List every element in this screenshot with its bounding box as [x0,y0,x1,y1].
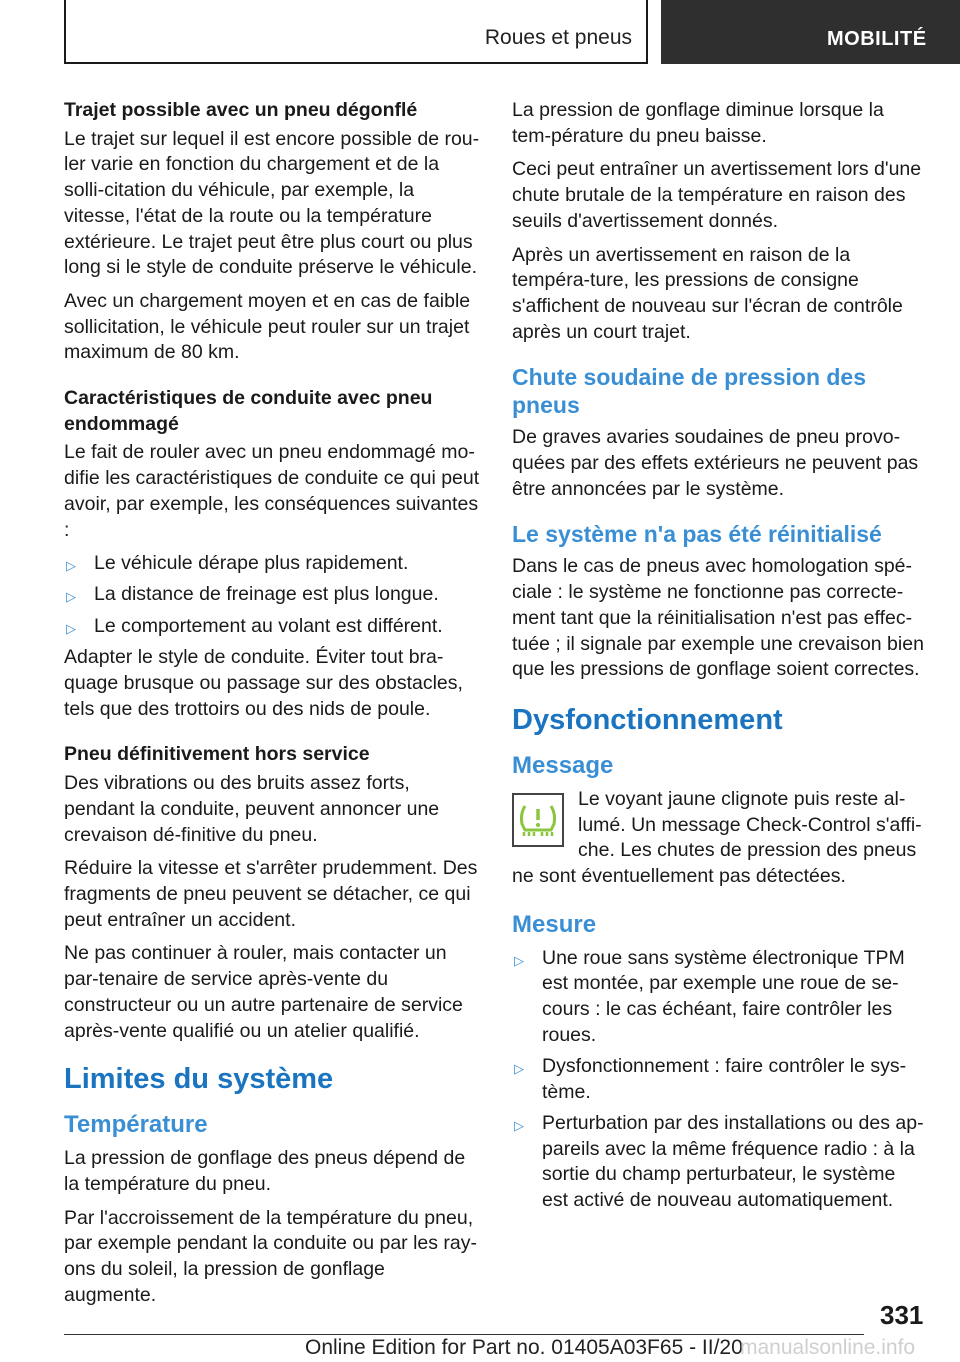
heading-system-limits: Limites du système [64,1063,334,1096]
footer-divider [64,1334,864,1335]
triangle-bullet-icon: ▷ [66,589,76,605]
triangle-bullet-icon: ▷ [514,952,524,968]
paragraph: Des vibrations ou des bruits assez forts, pendant la conduite, peuvent annoncer une crevaison dé-finitive du pneu. [64,772,440,846]
subheading-tire-out-of-service: Pneu définitivement hors service [64,743,370,766]
chapter-tab [661,0,960,64]
paragraph: Le voyant jaune clignote puis reste al-lumé. Un message Check-Control s'affi-che. Les chutes de pression des pneus ne sont éventuellement pas détectées. [512,787,922,888]
heading-system-not-reset: Le système n'a pas été réinitialisé [512,521,882,548]
left-column [64,98,480,1316]
section-title: Roues et pneus [484,26,632,49]
heading-measure: Mesure [512,910,597,938]
paragraph: Par l'accroissement de la température du pneu, par exemple pendant la conduite ou par les ray-ons du soleil, la pression de gonflage augmente. [64,1206,478,1306]
paragraph: Ceci peut entraîner un avertissement lors d'une chute brutale de la température en raison des seuils d'avertissement donnés. [512,158,922,232]
edition-note: Online Edition for Part no. 01405A03F65 - II/20 [305,1336,743,1359]
list-item: ▷ Dysfonctionnement : faire contrôler le sys-tème. [514,1055,907,1103]
paragraph: Avec un chargement moyen et en cas de faible sollicitation, le véhicule peut rouler sur un trajet maximum de 80 km. [64,289,471,364]
header-section-frame [64,0,648,64]
message-block [512,787,926,898]
list-item: ▷ Une roue sans système électronique TPM est montée, par exemple une roue de se-cours : le cas échéant, faire contrôler les roues. [514,946,905,1046]
heading-malfunction: Dysfonctionnement [512,703,783,736]
triangle-bullet-icon: ▷ [514,1117,524,1133]
heading-temperature: Température [64,1111,208,1139]
right-column [512,98,926,1220]
tire-pressure-warning-icon [512,793,564,847]
paragraph: La pression de gonflage diminue lorsque la tem-pérature du pneu baisse. [512,99,884,147]
paragraph: Adapter le style de conduite. Éviter tout bra-quage brusque ou passage sur des obstacles, tels que des trottoirs ou des nids de poule. [64,646,463,720]
chapter-title: MOBILITÉ [827,28,927,50]
list-item: ▷ Le comportement au volant est différent. [64,614,480,640]
paragraph: Le fait de rouler avec un pneu endommagé mo-difie les caractéristiques de conduite ce qui peut avoir, par exemple, les conséquences suivantes : [64,441,480,541]
list-item: ▷ Perturbation par des installations ou des ap-pareils avec la même fréquence radio : à la sortie du champ perturbateur, le système est activé de nouveau automatiquement. [514,1111,924,1212]
paragraph: Après un avertissement en raison de la tempéra-ture, les pressions de consigne s'affichent de nouveau sur l'écran de contrôle après un court trajet. [512,243,903,343]
triangle-bullet-icon: ▷ [66,620,76,636]
heading-message: Message [512,751,614,779]
consequences-list [64,551,480,639]
paragraph: Le trajet sur lequel il est encore possible de rou-ler varie en fonction du chargement et de la solli-citation du véhicule, par exemple, la vitesse, l'état de la route ou la température extérieure. Le trajet peut être plus court ou plus long si le style de conduite préserve le véhicule. [64,127,480,279]
paragraph: Réduire la vitesse et s'arrêter prudemment. Des fragments de pneu peuvent se détacher, ce qui peut entraîner un accident. [64,857,478,931]
subheading-flat-tire-distance: Trajet possible avec un pneu dégonflé [64,99,418,121]
subheading-damaged-tire-handling: Caractéristiques de conduite avec pneu endommagé [64,387,433,435]
measure-list [512,946,926,1214]
paragraph: La pression de gonflage des pneus dépend de la température du pneu. [64,1147,466,1195]
list-item: ▷ Le véhicule dérape plus rapidement. [64,551,480,577]
watermark: manualsonline.info [740,1336,916,1359]
paragraph: Ne pas continuer à rouler, mais contacter un par-tenaire de service après-vente du constructeur ou un autre partenaire de service après-vente qualifié ou un atelier qualifié. [64,942,463,1042]
paragraph: Dans le cas de pneus avec homologation spé-ciale : le système ne fonctionne pas correcte-ment tant que la réinitialisation n'est pas effec-tuée ; il signale par exemple une crevaison bien que les pressions de gonflage soient correctes. [512,555,924,681]
triangle-bullet-icon: ▷ [514,1061,524,1077]
page-number: 331 [880,1300,924,1330]
triangle-bullet-icon: ▷ [66,558,76,574]
heading-sudden-pressure-drop: Chute soudaine de pression des pneus [512,364,867,419]
list-item: ▷ La distance de freinage est plus longue. [64,582,480,608]
paragraph: De graves avaries soudaines de pneu provo-quées par des effets extérieurs ne peuvent pas être annoncées par le système. [512,426,919,500]
